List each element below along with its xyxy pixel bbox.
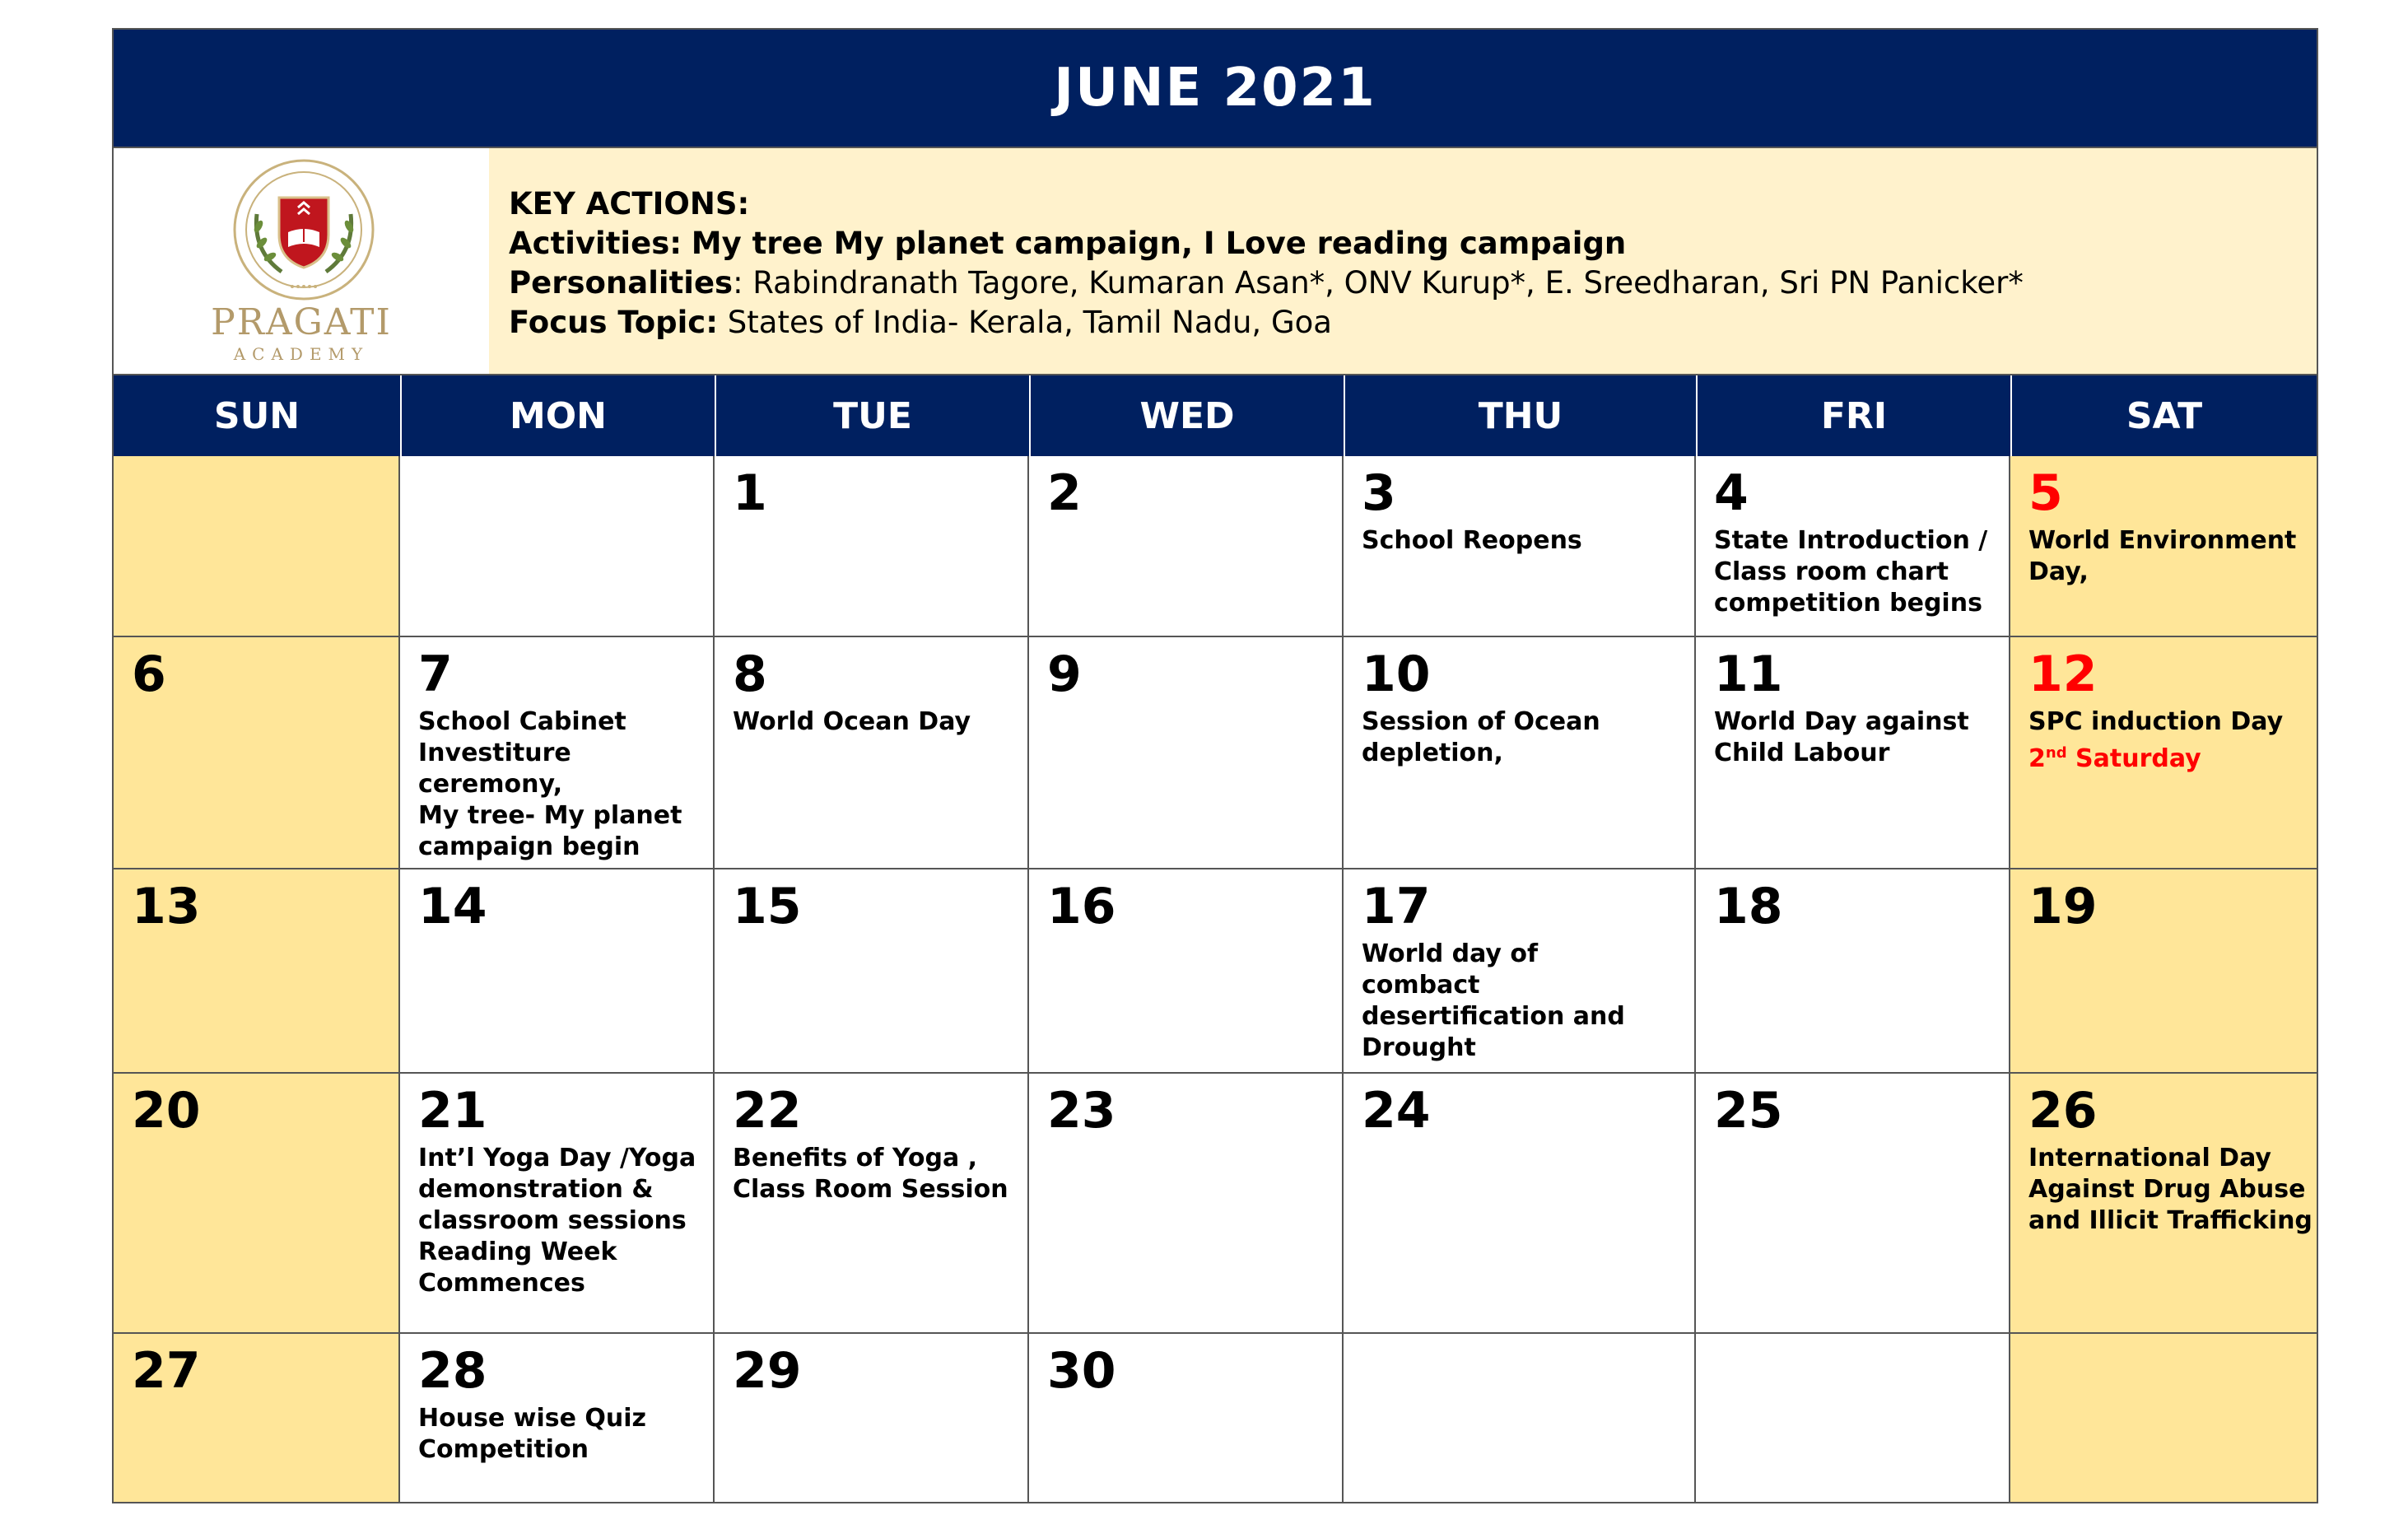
- day-number: 21: [418, 1082, 487, 1140]
- day-number: 4: [1714, 464, 1749, 522]
- day-event: World day of combact desertification and Drought: [1362, 939, 1625, 1062]
- logo-sub: ACADEMY: [233, 344, 370, 364]
- day-number: 27: [132, 1342, 201, 1400]
- activities-value: My tree My planet campaign, I Love reading campaign: [691, 226, 1627, 261]
- day-cell: [114, 869, 400, 1074]
- calendar-frame: [112, 28, 2318, 1503]
- day-cell: [715, 1334, 1029, 1502]
- day-number: 2: [1047, 464, 1082, 522]
- day-number: [2028, 1342, 2317, 1400]
- day-cell: [114, 1074, 400, 1334]
- day-event: World Ocean Day: [733, 707, 971, 736]
- day-number: [418, 464, 713, 522]
- day-number: 17: [1362, 878, 1431, 935]
- weekday-thu: THU: [1344, 375, 1696, 456]
- day-number: 9: [1047, 646, 1082, 703]
- day-cell: [1696, 637, 2010, 869]
- logo-name: PRAGATI: [211, 301, 392, 343]
- day-cell: [1696, 1334, 2010, 1502]
- day-number: 28: [418, 1342, 487, 1400]
- day-cell: [400, 1074, 715, 1334]
- day-event: International Day Against Drug Abuse and Illicit Trafficking: [2028, 1144, 2313, 1235]
- day-event: World Day against Child Labour: [1714, 707, 1969, 767]
- day-cell: [114, 456, 400, 637]
- day-cell: [114, 637, 400, 869]
- key-actions-heading: KEY ACTIONS:: [509, 186, 750, 221]
- day-cell: [1344, 456, 1696, 637]
- day-cell: [715, 869, 1029, 1074]
- day-number: 16: [1047, 878, 1116, 935]
- weekday-tue: TUE: [715, 375, 1029, 456]
- ordinal-number: 2: [2028, 744, 2046, 773]
- day-event-saturday: [2028, 738, 2317, 775]
- day-event: Int’l Yoga Day /Yoga demonstration & classroom sessions Reading Week Commences: [418, 1144, 696, 1298]
- weekday-wed: WED: [1029, 375, 1344, 456]
- day-cell: [1029, 869, 1344, 1074]
- day-number: [1714, 1342, 2009, 1400]
- day-event: Benefits of Yoga , Class Room Session: [733, 1144, 1008, 1204]
- day-cell: [2010, 1334, 2317, 1502]
- day-cell: [1344, 1074, 1696, 1334]
- info-row: [114, 147, 2317, 375]
- day-event: State Introduction / Class room chart competition begins: [1714, 526, 1988, 618]
- crest-icon: [216, 156, 392, 303]
- day-cell: [1344, 637, 1696, 869]
- day-cell: [1344, 869, 1696, 1074]
- weekday-header: [114, 375, 2317, 456]
- day-event: School Reopens: [1362, 526, 1582, 555]
- day-number: 23: [1047, 1082, 1116, 1140]
- logo: [114, 148, 489, 374]
- day-cell: [400, 869, 715, 1074]
- weekday-fri: FRI: [1696, 375, 2010, 456]
- day-number: 8: [733, 646, 767, 703]
- day-number: 12: [2028, 646, 2098, 703]
- day-event: School Cabinet Investiture ceremony, My tree- My planet campaign begin: [418, 707, 682, 861]
- day-cell: [1344, 1334, 1696, 1502]
- day-number: 18: [1714, 878, 1783, 935]
- day-number: 14: [418, 878, 487, 935]
- weekday-sat: SAT: [2010, 375, 2317, 456]
- day-cell: [114, 1334, 400, 1502]
- day-cell: [2010, 1074, 2317, 1334]
- ordinal-suffix: nd: [2045, 744, 2067, 762]
- day-number: 6: [132, 646, 166, 703]
- day-cell: [2010, 869, 2317, 1074]
- day-cell: [1696, 1074, 2010, 1334]
- weekday-sun: SUN: [213, 394, 300, 437]
- day-number: 19: [2028, 878, 2098, 935]
- day-cell: [400, 456, 715, 637]
- day-number: 5: [2028, 464, 2063, 522]
- day-cell: [400, 637, 715, 869]
- day-number: 24: [1362, 1082, 1431, 1140]
- day-number: 15: [733, 878, 802, 935]
- day-cell: [1029, 637, 1344, 869]
- focus-value: States of India- Kerala, Tamil Nadu, Goa: [718, 305, 1332, 340]
- day-cell: [1029, 1074, 1344, 1334]
- day-number: 11: [1714, 646, 1783, 703]
- day-number: 25: [1714, 1082, 1783, 1140]
- calendar-title: JUNE 2021: [114, 30, 2317, 147]
- day-cell: [715, 1074, 1029, 1334]
- personalities-value: : Rabindranath Tagore, Kumaran Asan*, ONV Kurup*, E. Sreedharan, Sri PN Panicker*: [733, 265, 2024, 301]
- personalities-line: [509, 263, 2317, 303]
- day-number: 3: [1362, 464, 1396, 522]
- day-number: 30: [1047, 1342, 1116, 1400]
- day-number: 10: [1362, 646, 1431, 703]
- key-actions: [489, 148, 2317, 374]
- day-cell: [2010, 456, 2317, 637]
- activities-label: Activities:: [509, 226, 682, 261]
- day-number: 20: [132, 1082, 201, 1140]
- saturday-label: Saturday: [2066, 744, 2201, 773]
- day-number: [1362, 1342, 1694, 1400]
- day-event: House wise Quiz Competition: [418, 1404, 646, 1464]
- day-event: Session of Ocean depletion,: [1362, 707, 1600, 767]
- day-number: 29: [733, 1342, 802, 1400]
- day-cell: [1029, 456, 1344, 637]
- day-number: 26: [2028, 1082, 2098, 1140]
- day-event: World Environment Day,: [2028, 526, 2297, 586]
- day-cell: [2010, 637, 2317, 869]
- activities-line: [509, 224, 2317, 263]
- day-cell: [715, 637, 1029, 869]
- day-cell: [1696, 456, 2010, 637]
- day-event: SPC induction Day: [2028, 707, 2284, 736]
- day-cell: [1029, 1334, 1344, 1502]
- day-number: [132, 464, 398, 522]
- day-number: 13: [132, 878, 201, 935]
- day-number: 22: [733, 1082, 802, 1140]
- day-cell: [400, 1334, 715, 1502]
- day-cell: [715, 456, 1029, 637]
- day-number: 1: [733, 464, 767, 522]
- day-cell: [1696, 869, 2010, 1074]
- focus-label: Focus Topic:: [509, 305, 719, 340]
- day-number: 7: [418, 646, 453, 703]
- focus-line: [509, 303, 2317, 343]
- personalities-label: Personalities: [509, 265, 734, 301]
- weekday-mon: MON: [400, 375, 715, 456]
